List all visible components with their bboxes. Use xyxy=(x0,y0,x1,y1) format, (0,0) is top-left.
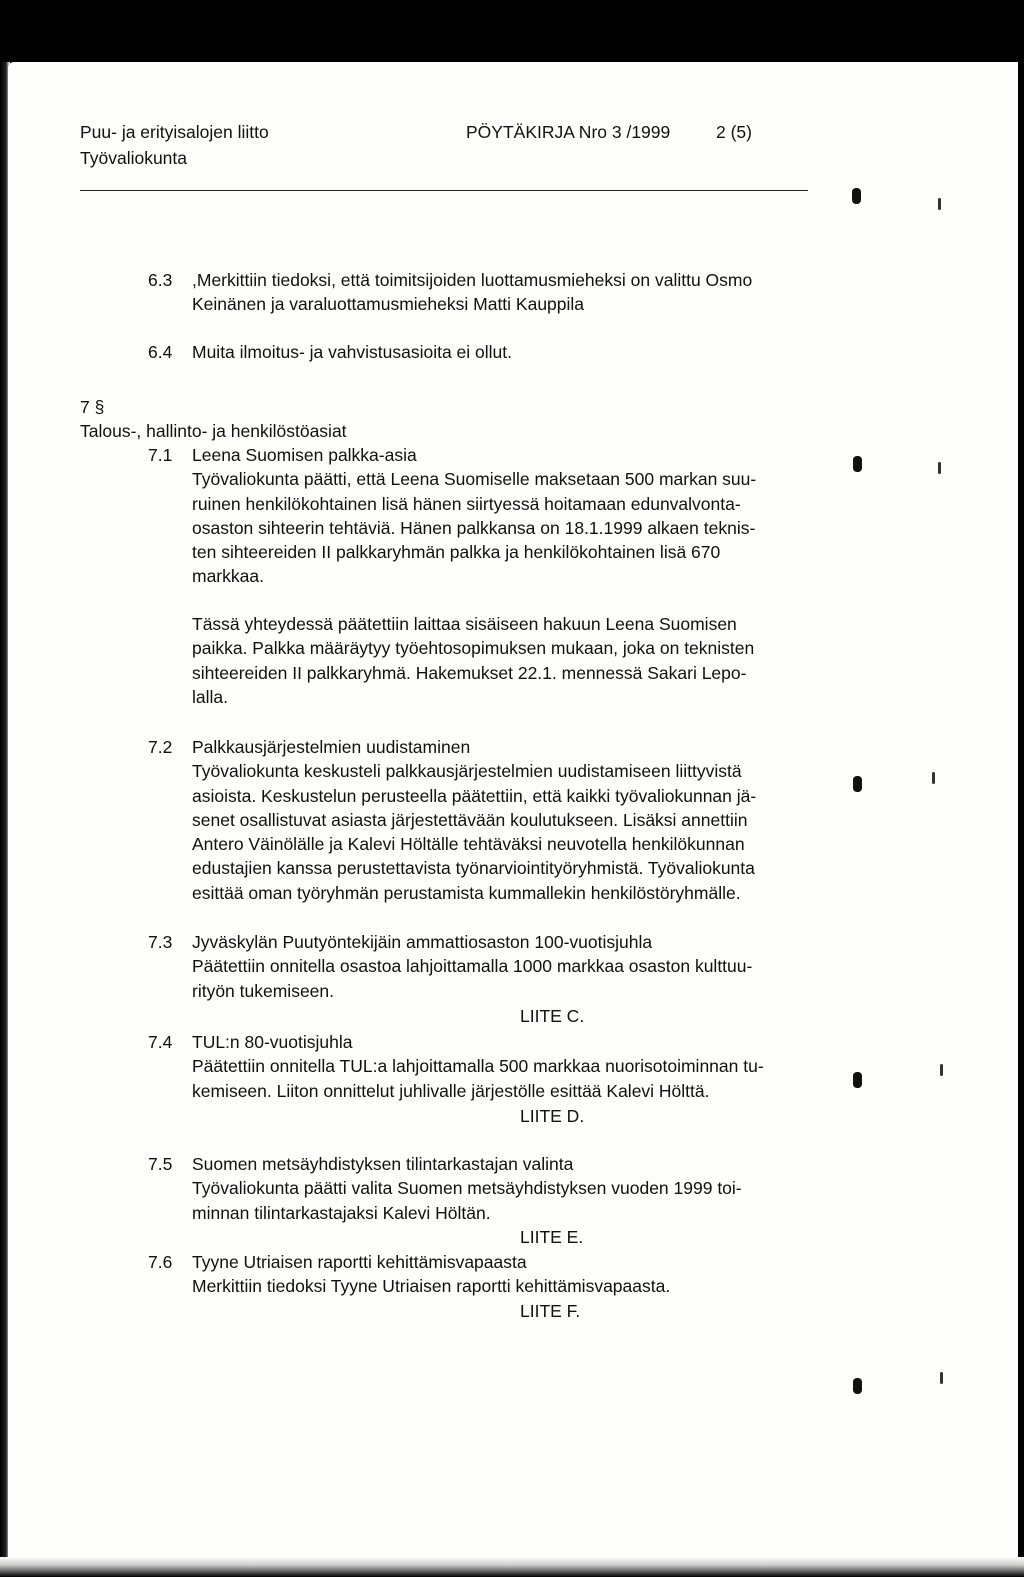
section-number: 7.3 xyxy=(148,932,173,952)
section-number: 6.4 xyxy=(148,342,173,362)
text-line: Antero Väinölälle ja Kalevi Höltälle tehtäväksi neuvotella henkilökunnan xyxy=(192,834,745,855)
text-line: Työvaliokunta keskusteli palkkausjärjestelmien uudistamiseen liittyvistä xyxy=(192,761,742,782)
text-line: Työvaliokunta päätti valita Suomen metsäyhdistyksen vuoden 1999 toi- xyxy=(192,1178,742,1199)
text-line: Keinänen ja varaluottamusmieheksi Matti Kauppila xyxy=(192,294,585,315)
header-rule xyxy=(80,190,808,191)
attachment-ref: LIITE C. xyxy=(520,1006,585,1026)
section-7-4-body xyxy=(192,1030,822,1103)
text-line: Työvaliokunta päätti, että Leena Suomiselle maksetaan 500 markan suu- xyxy=(192,469,757,490)
text-line: sihteereiden II palkkaryhmä. Hakemukset 22.1. mennessä Sakari Lepo- xyxy=(192,662,747,683)
text-line: osaston sihteerin tehtäviä. Hänen palkkansa on 18.1.1999 alkaen teknis- xyxy=(192,517,756,538)
section-number: 7.1 xyxy=(148,445,173,465)
section-number: 6.3 xyxy=(148,270,173,290)
text-line: ruinen henkilökohtainen lisä hänen siirtyessä hoitamaan edunvalvonta- xyxy=(192,493,741,514)
punch-hole-mark xyxy=(932,772,935,784)
punch-hole-mark xyxy=(938,462,941,474)
text-line: Muita ilmoitus- ja vahvistusasioita ei ollut. xyxy=(192,342,512,362)
section-7-1-body xyxy=(192,443,822,589)
document-title: PÖYTÄKIRJA Nro 3 /1999 xyxy=(466,122,671,142)
punch-hole-mark xyxy=(853,1378,862,1394)
text-line: Tässä yhteydessä päätettiin laittaa sisäiseen hakuun Leena Suomisen xyxy=(192,614,737,634)
section-7-5-body xyxy=(192,1152,822,1225)
attachment-ref: LIITE D. xyxy=(520,1106,585,1126)
text-line: markkaa. xyxy=(192,566,264,587)
organization-name: Puu- ja erityisalojen liitto xyxy=(80,122,269,142)
text-line: paikka. Palkka määräytyy työehtosopimuksen mukaan, joka on teknisten xyxy=(192,638,755,659)
text-line: senet osallistuvat asiasta järjestettävään koulutukseen. Lisäksi annettiin xyxy=(192,809,748,830)
scan-edge-bottom xyxy=(0,1557,1024,1577)
text-line: rityön tukemiseen. xyxy=(192,980,335,1001)
section-7-2-body xyxy=(192,735,822,905)
section-title: Leena Suomisen palkka-asia xyxy=(192,445,417,465)
section-title: Suomen metsäyhdistyksen tilintarkastajan valinta xyxy=(192,1154,574,1174)
text-line: lalla. xyxy=(192,686,228,707)
text-line: kemiseen. Liiton onnittelut juhlivalle järjestölle esittää Kalevi Hölttä. xyxy=(192,1080,710,1101)
section-title: Tyyne Utriaisen raportti kehittämisvapaasta xyxy=(192,1252,527,1272)
section-title: Palkkausjärjestelmien uudistaminen xyxy=(192,737,471,757)
section-7-6-body xyxy=(192,1250,822,1299)
punch-hole-mark xyxy=(940,1372,943,1384)
punch-hole-mark xyxy=(853,456,862,472)
text-line: Päätettiin onnitella osastoa lahjoittamalla 1000 markkaa osaston kulttuu- xyxy=(192,956,753,977)
text-line: asioista. Keskustelun perusteella päätettiin, että kaikki työvaliokunnan jä- xyxy=(192,785,757,806)
section-7-3-body xyxy=(192,930,822,1003)
text-line: edustajien kanssa perustettavista työnarviointityöryhmistä. Työvaliokunta xyxy=(192,858,755,879)
paragraph-title: Talous-, hallinto- ja henkilöstöasiat xyxy=(80,421,347,441)
section-number: 7.2 xyxy=(148,737,173,757)
text-line: Merkittiin tiedoksi Tyyne Utriaisen raportti kehittämisvapaasta. xyxy=(192,1276,671,1297)
text-line: ,Merkittiin tiedoksi, että toimitsijoiden luottamusmieheksi on valittu Osmo xyxy=(192,270,753,290)
attachment-ref: LIITE E. xyxy=(520,1227,584,1247)
paragraph-number: 7 § xyxy=(80,397,105,417)
punch-hole-mark xyxy=(940,1064,943,1076)
punch-hole-mark xyxy=(938,198,941,210)
committee-name: Työvaliokunta xyxy=(80,148,188,168)
text-line: esittää oman työryhmän perustamista kummallekin henkilöstöryhmälle. xyxy=(192,882,741,903)
section-number: 7.5 xyxy=(148,1154,173,1174)
section-title: Jyväskylän Puutyöntekijäin ammattiosaston 100-vuotisjuhla xyxy=(192,932,653,952)
section-6-4-body xyxy=(192,340,822,364)
text-line: ten sihteereiden II palkkaryhmän palkka ja henkilökohtainen lisä 670 xyxy=(192,542,721,563)
section-7-1-body-2 xyxy=(192,612,822,709)
section-6-3-body xyxy=(192,268,822,317)
section-title: TUL:n 80-vuotisjuhla xyxy=(192,1032,353,1052)
punch-hole-mark xyxy=(852,188,861,204)
text-line: Päätettiin onnitella TUL:a lahjoittamalla 500 markkaa nuorisotoiminnan tu- xyxy=(192,1056,764,1077)
attachment-ref: LIITE F. xyxy=(520,1301,581,1321)
page-number: 2 (5) xyxy=(716,122,752,142)
text-line: minnan tilintarkastajaksi Kalevi Höltän. xyxy=(192,1202,491,1223)
punch-hole-mark xyxy=(853,1072,862,1088)
section-number: 7.4 xyxy=(148,1032,173,1052)
section-number: 7.6 xyxy=(148,1252,173,1272)
punch-hole-mark xyxy=(853,776,862,792)
